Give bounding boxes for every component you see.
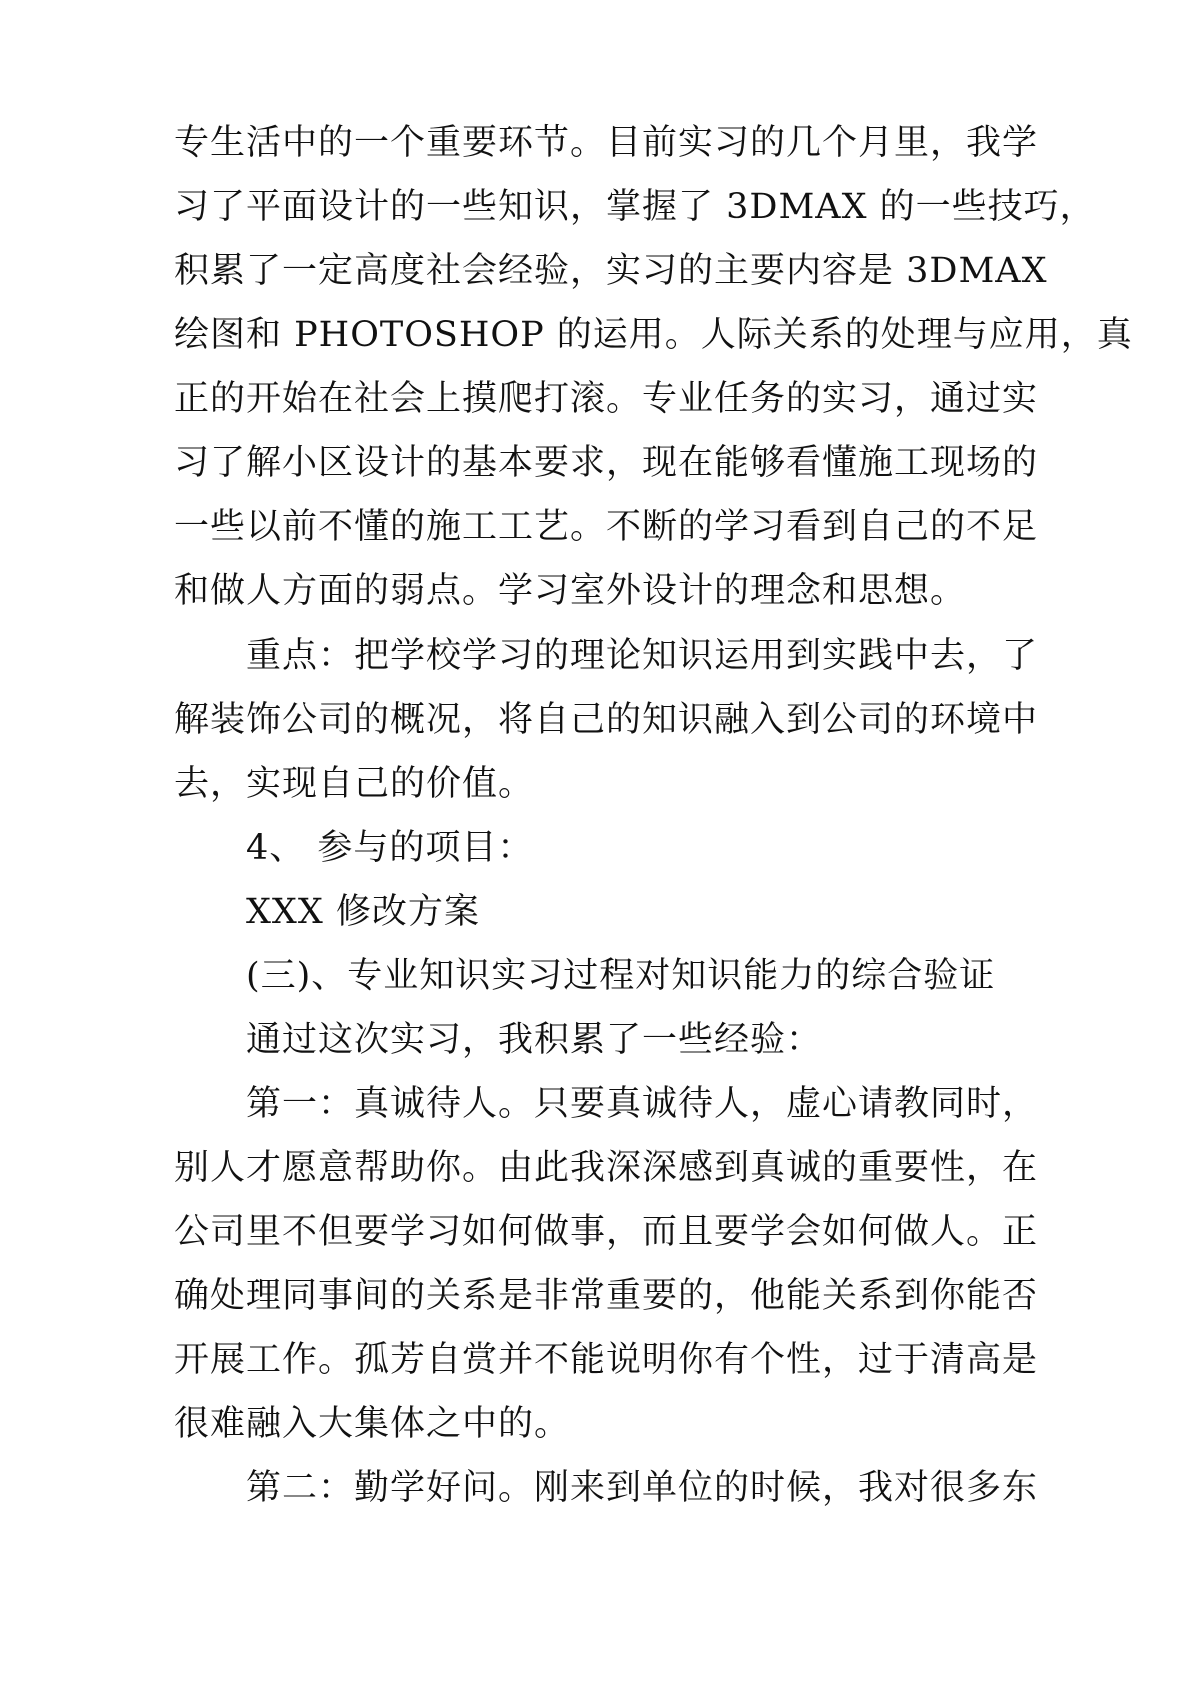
paragraph-line: 很难融入大集体之中的。 [174,1404,571,1444]
paragraph-line: 和做人方面的弱点。学习室外设计的理念和思想。 [174,571,967,611]
paragraph-line: 解装饰公司的概况，将自己的知识融入到公司的环境中 [174,700,1039,740]
section-heading: (三)、专业知识实习过程对知识能力的综合验证 [246,956,996,996]
paragraph-line: 绘图和 PHOTOSHOP 的运用。人际关系的处理与应用，真 [174,315,1133,355]
list-item-heading: 4、 参与的项目： [246,828,534,868]
paragraph-line: 通过这次实习，我积累了一些经验： [246,1020,823,1060]
paragraph-line: 习了平面设计的一些知识，掌握了 3DMAX 的一些技巧， [174,187,1096,227]
project-name: XXX 修改方案 [246,892,480,932]
paragraph-line: 第二：勤学好问。刚来到单位的时候，我对很多东 [246,1468,1039,1508]
paragraph-line: 第一：真诚待人。只要真诚待人，虚心请教同时， [246,1084,1039,1124]
paragraph-line: 正的开始在社会上摸爬打滚。专业任务的实习，通过实 [174,379,1039,419]
paragraph-line: 开展工作。孤芳自赏并不能说明你有个性，过于清高是 [174,1340,1039,1380]
paragraph-line: 重点：把学校学习的理论知识运用到实践中去，了 [246,636,1039,676]
paragraph-line: 去，实现自己的价值。 [174,764,535,804]
paragraph-line: 别人才愿意帮助你。由此我深深感到真诚的重要性，在 [174,1148,1039,1188]
paragraph-line: 习了解小区设计的基本要求，现在能够看懂施工现场的 [174,443,1039,483]
paragraph-line: 积累了一定高度社会经验，实习的主要内容是 3DMAX [174,251,1048,291]
paragraph-line: 公司里不但要学习如何做事，而且要学会如何做人。正 [174,1212,1039,1252]
paragraph-line: 一些以前不懂的施工工艺。不断的学习看到自己的不足 [174,507,1039,547]
paragraph-line: 确处理同事间的关系是非常重要的，他能关系到你能否 [174,1276,1039,1316]
paragraph-line: 专生活中的一个重要环节。目前实习的几个月里，我学 [174,123,1039,163]
